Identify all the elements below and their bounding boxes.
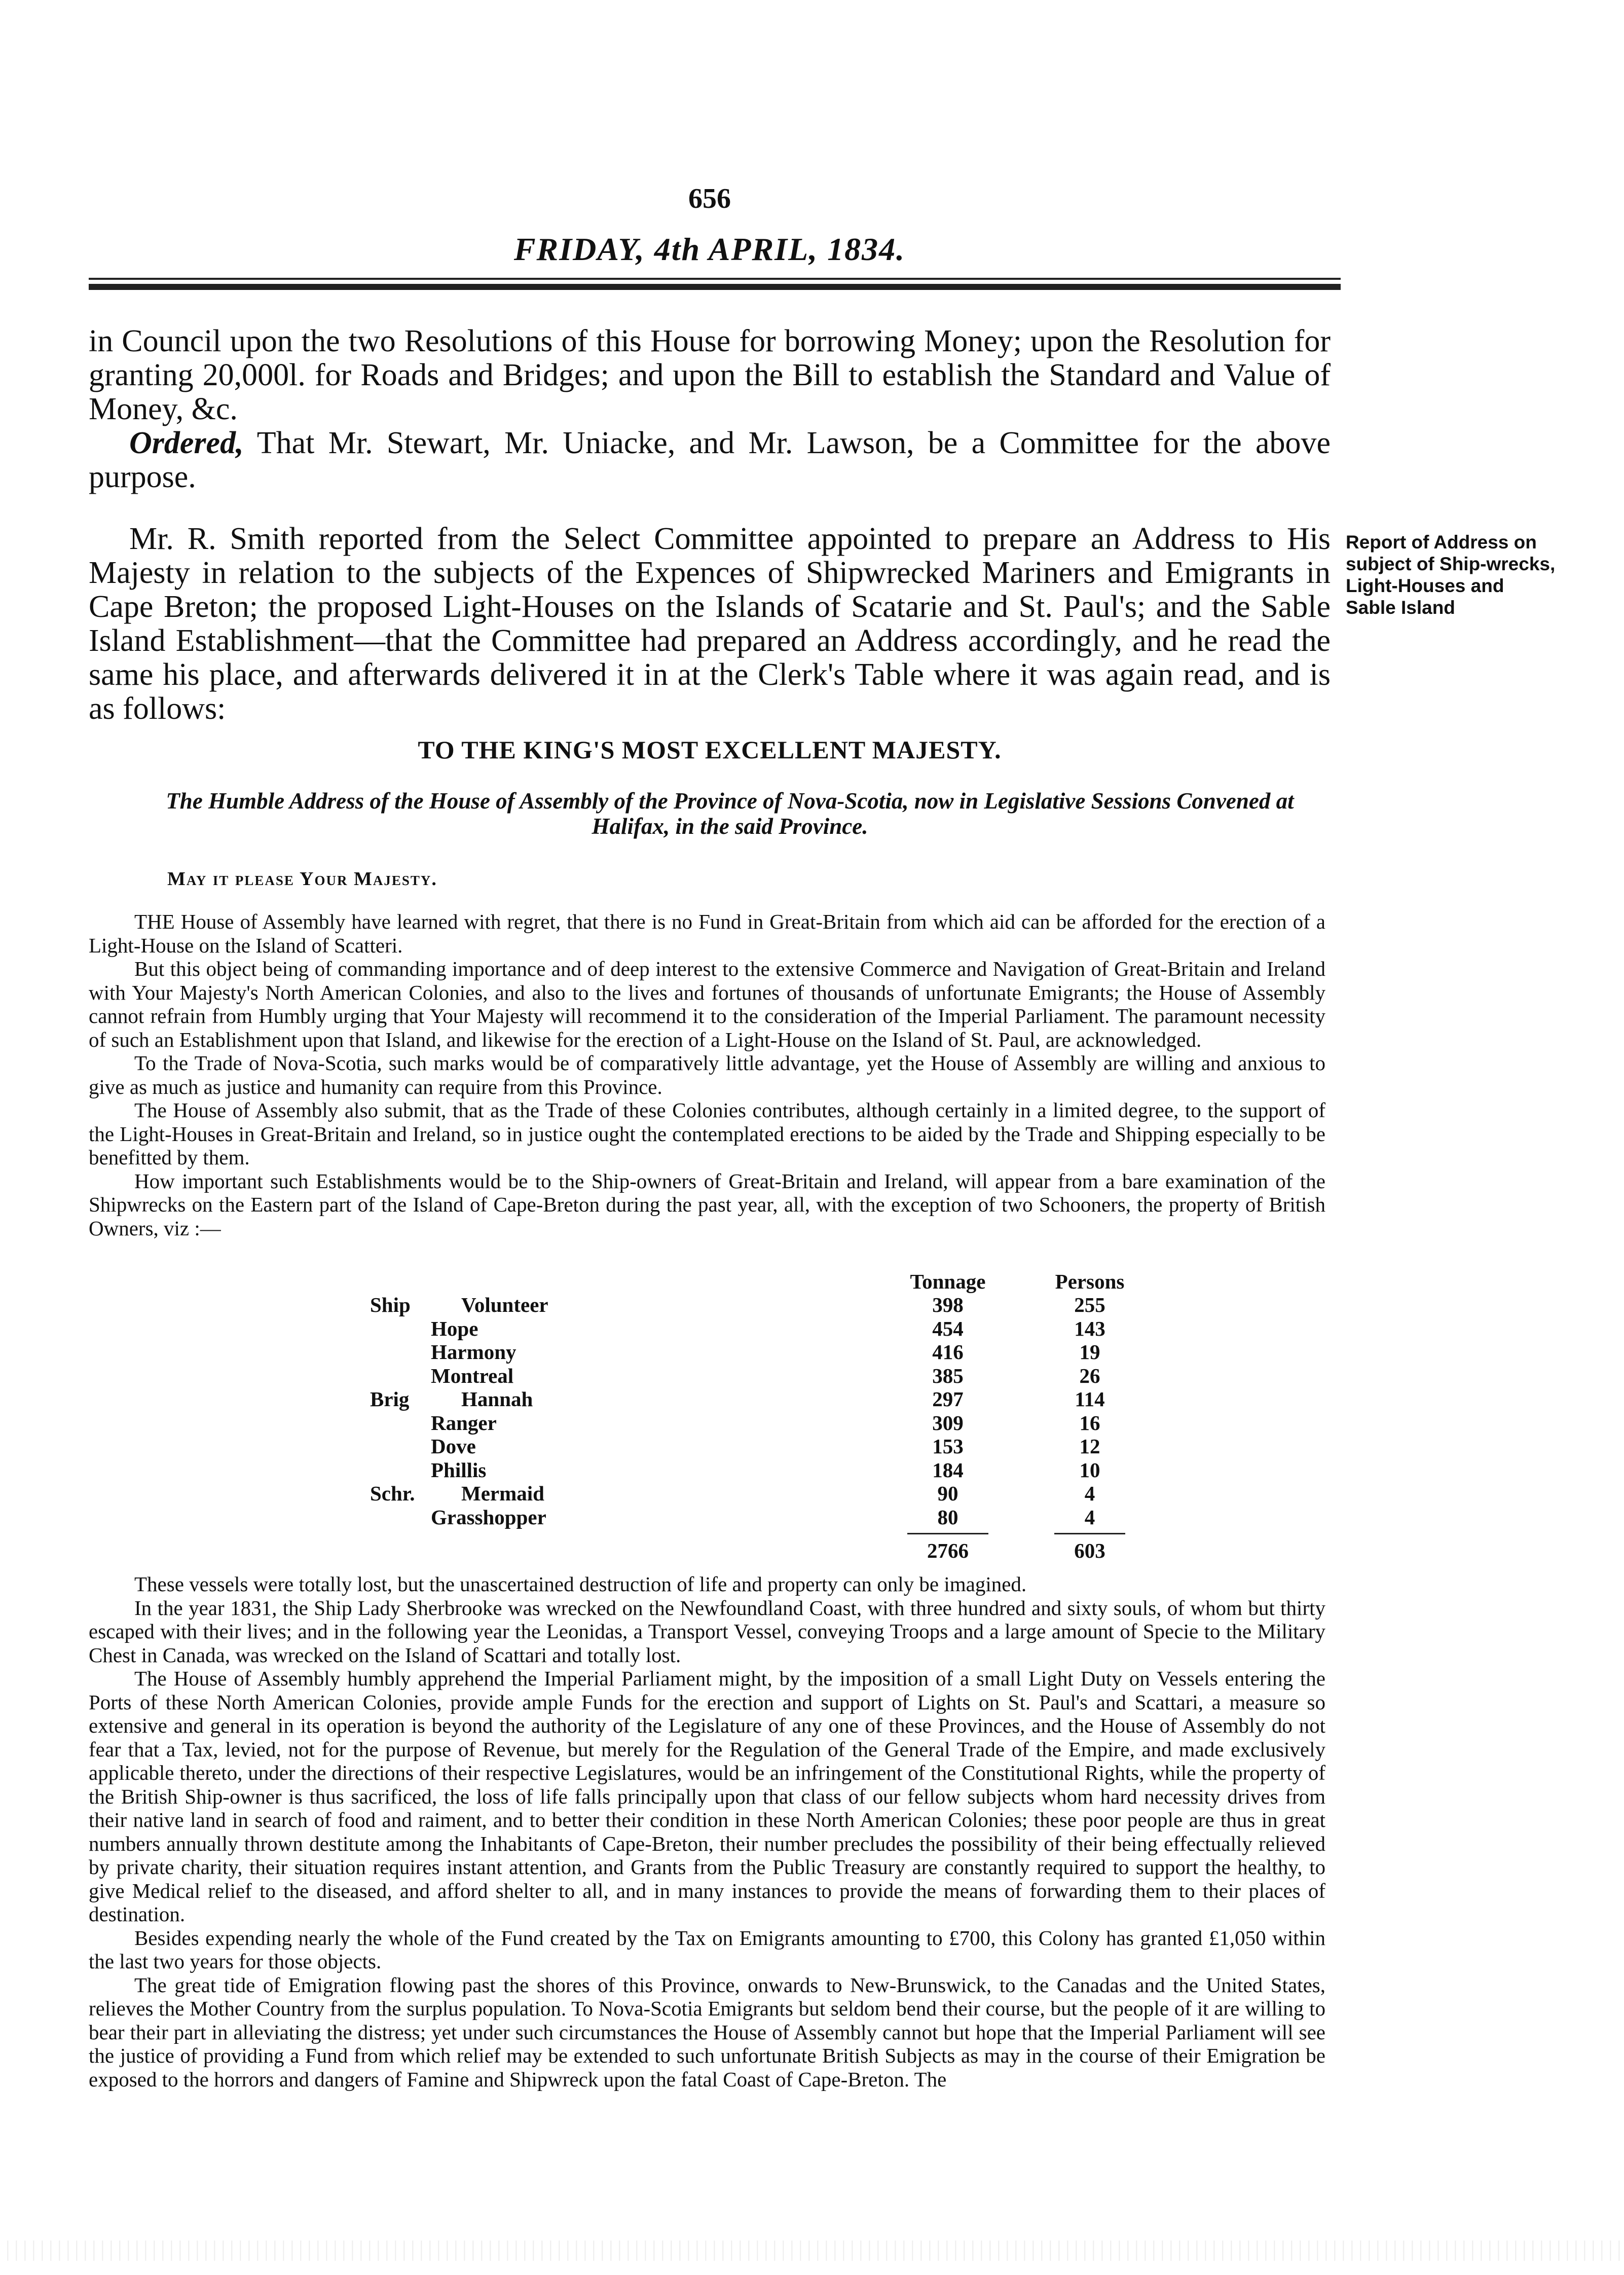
paragraph-council: in Council upon the two Resolutions of this House for borrowing Money; upon the Resolution for granting 20,000l. for Roads and Bridges; and upon the Bill to establish the Standard and Value of Money, &c. xyxy=(89,324,1331,426)
vessel-tonnage: 297 xyxy=(932,1387,964,1411)
vessel-name: Ranger xyxy=(431,1411,497,1435)
page-number: 656 xyxy=(688,183,731,214)
vessel-name: Phillis xyxy=(431,1458,487,1482)
table-row xyxy=(370,1482,1181,1506)
vessel-persons: 10 xyxy=(1079,1458,1100,1482)
address-paragraph: But this object being of commanding importance and of deep interest to the extensive Commerce and Navigation of Great-Britain and Ireland with Your Majesty's North American Colonies, and also to the lives and fortunes of thousands of unfortunate Emigrants; the House of Assembly cannot refrain from Humbly urging that Your Majesty will recommend it to the consideration of the Imperial Parliament. The paramount necessity of such an Establishment upon that Island, and likewise for the erection of a Light-House on the Island of St. Paul, are acknowledged. xyxy=(89,957,1325,1051)
vessel-tonnage: 153 xyxy=(932,1435,964,1458)
vessel-persons: 19 xyxy=(1079,1340,1100,1364)
vessel-tonnage: 454 xyxy=(932,1316,964,1340)
table-totals xyxy=(370,1539,1181,1562)
total-persons: 603 xyxy=(1074,1539,1105,1562)
report-block xyxy=(89,522,1331,726)
address-paragraph: In the year 1831, the Ship Lady Sherbrooke was wrecked on the Newfoundland Coast, with three hundred and sixty souls, of whom but thirty escaped with their lives; and in the following year the Leonidas, a Transport Vessel, conveying Troops and a large amount of Specie to the Military Chest in Canada, was wrecked on the Island of Scattari and totally lost. xyxy=(89,1596,1325,1667)
vessel-persons: 26 xyxy=(1079,1364,1100,1387)
address-paragraph: The House of Assembly humbly apprehend the Imperial Parliament might, by the imposition of a small Light Duty on Vessels entering the Ports of these North American Colonies, provide ample Funds for the erection and support of Lights on St. Paul's and Scattari, a measure so extensive and general in its operation is beyond the authority of the Legislature of any one of these Provinces, and the House of Assembly do not fear that a Tax, levied, not for the purpose of Revenue, but merely for the Regulation of the General Trade of the Empire, and made exclusively applicable thereto, under the directions of their respective Legislatures, would be an infringement of the Constitutional Rights, while the property of the British Ship-owner is thus sacrificed, the loss of life falls principally upon that class of our fellow subjects whom hard necessity drives from their native land in search of food and raiment, and to better their condition in these North American Colonies; these poor people are thus in great numbers annually thrown destitute among the Inhabitants of Cape-Breton, their number precludes the possibility of their being effectually relieved by private charity, their situation requires instant attention, and Grants from the Public Treasury are constantly required to support the healthy, to give Medical relief to the diseased, and afford shelter to all, and in many instances to provide the means of forwarding them to their places of destination. xyxy=(89,1667,1325,1926)
header-rule-thick xyxy=(89,284,1341,290)
address-body-top xyxy=(89,910,1325,1240)
paragraph-ordered xyxy=(89,426,1331,494)
header-persons: Persons xyxy=(1055,1270,1125,1293)
table-row xyxy=(370,1435,1181,1458)
vessel-name: Mermaid xyxy=(461,1482,544,1505)
vessel-persons: 4 xyxy=(1084,1505,1095,1529)
page-edge-speckle xyxy=(0,2241,1624,2261)
total-tonnage: 2766 xyxy=(927,1539,969,1562)
vessel-tonnage: 385 xyxy=(932,1364,964,1387)
address-paragraph: These vessels were totally lost, but the unascertained destruction of life and property can only be imagined. xyxy=(134,1572,1027,1596)
vessel-name: Volunteer xyxy=(461,1293,548,1316)
table-row xyxy=(370,1364,1181,1388)
vessel-tonnage: 80 xyxy=(937,1505,958,1529)
address-paragraph: THE House of Assembly have learned with regret, that there is no Fund in Great-Britain from which aid can be afforded for the erection of a Light-House on the Island of Scatteri. xyxy=(89,910,1325,957)
vessel-persons: 114 xyxy=(1075,1387,1105,1411)
vessel-type: Brig xyxy=(370,1387,410,1411)
ordered-text: That Mr. Stewart, Mr. Uniacke, and Mr. Lawson, be a Committee for the above purpose. xyxy=(89,426,1331,494)
vessel-name: Hannah xyxy=(461,1387,533,1411)
vessel-persons: 16 xyxy=(1079,1411,1100,1435)
vessel-persons: 255 xyxy=(1074,1293,1105,1316)
vessel-tonnage: 416 xyxy=(932,1340,964,1364)
council-and-ordered-block xyxy=(89,324,1331,494)
ordered-lead: Ordered, xyxy=(129,426,244,460)
table-body xyxy=(370,1293,1181,1529)
address-paragraph: Besides expending nearly the whole of the Fund created by the Tax on Emigrants amounting to £700, this Colony has granted £1,050 within the last two years for those objects. xyxy=(89,1926,1325,1973)
vessel-tonnage: 90 xyxy=(937,1482,958,1505)
header-tonnage: Tonnage xyxy=(910,1270,986,1293)
running-head: FRIDAY, 4th APRIL, 1834. xyxy=(513,231,906,267)
address-salutation: May it please Your Majesty. xyxy=(167,868,437,890)
vessel-name: Hope xyxy=(431,1316,478,1340)
totals-rule xyxy=(370,1529,1181,1539)
address-paragraph: The great tide of Emigration flowing past the shores of this Province, onwards to New-Brunswick, to the Canadas and the United States, relieves the Mother Country from the surplus population. To Nova-Scotia Emigrants but seldom bend their course, but the people of it are willing to bear their part in alleviating the distress; yet under such circumstances the House of Assembly cannot but hope that the Imperial Parliament will see the justice of providing a Fund from which relief may be extended to such unfortunate British Subjects as may in the course of their Emigration be exposed to the horrors and dangers of Famine and Shipwreck upon the fatal Coast of Cape-Breton. The xyxy=(89,1973,1325,2091)
vessel-tonnage: 309 xyxy=(932,1411,964,1435)
table-row xyxy=(370,1458,1181,1482)
address-paragraph: To the Trade of Nova-Scotia, such marks would be of comparatively little advantage, yet the House of Assembly are willing and anxious to give as much as justice and humanity can require from this Province. xyxy=(89,1051,1325,1098)
vessel-persons: 4 xyxy=(1084,1482,1095,1505)
table-row xyxy=(370,1506,1181,1529)
table-header xyxy=(370,1270,1181,1293)
vessel-name: Grasshopper xyxy=(431,1505,546,1529)
vessel-persons: 12 xyxy=(1079,1435,1100,1458)
header-rule-thin xyxy=(89,278,1341,280)
vessel-name: Montreal xyxy=(431,1364,514,1387)
table-row xyxy=(370,1293,1181,1317)
address-title: TO THE KING'S MOST EXCELLENT MAJESTY. xyxy=(418,736,1002,764)
table-row xyxy=(370,1411,1181,1435)
vessel-persons: 143 xyxy=(1074,1316,1105,1340)
address-body-bottom xyxy=(89,1572,1325,2091)
vessel-type: Ship xyxy=(370,1293,411,1316)
address-paragraph: How important such Establishments would be to the Ship-owners of Great-Britain and Ireland, will appear from a bare examination of the Shipwrecks on the Eastern part of the Island of Cape-Breton during the past year, all, with the exception of two Schooners, the property of British Owners, viz :— xyxy=(89,1169,1325,1240)
shipwreck-table xyxy=(370,1270,1181,1562)
address-subtitle: The Humble Address of the House of Assembly of the Province of Nova-Scotia, now in Legislative Sessions Convened at Halifax, in the said Province. xyxy=(166,788,1294,839)
vessel-tonnage: 184 xyxy=(932,1458,964,1482)
margin-note: Report of Address on subject of Ship-wrecks, Light-Houses and Sable Island xyxy=(1346,532,1556,618)
table-row xyxy=(370,1317,1181,1341)
vessel-name: Harmony xyxy=(431,1340,516,1364)
vessel-tonnage: 398 xyxy=(932,1293,964,1316)
vessel-type: Schr. xyxy=(370,1482,415,1505)
table-row xyxy=(370,1387,1181,1411)
paragraph-report: Mr. R. Smith reported from the Select Committee appointed to prepare an Address to His Majesty in relation to the subjects of the Expences of Shipwrecked Mariners and Emigrants in Cape Breton; the proposed Light-Houses on the Islands of Scatarie and St. Paul's; and the Sable Island Establishment—that the Committee had prepared an Address accordingly, and he read the same his place, and afterwards delivered it in at the Clerk's Table where it was again read, and is as follows: xyxy=(89,522,1331,726)
table-row xyxy=(370,1340,1181,1364)
vessel-name: Dove xyxy=(431,1435,476,1458)
address-paragraph: The House of Assembly also submit, that as the Trade of these Colonies contributes, although certainly in a limited degree, to the support of the Light-Houses in Great-Britain and Ireland, so in justice ought the contemplated erections to be aided by the Trade and Shipping especially to be benefitted by them. xyxy=(89,1098,1325,1169)
